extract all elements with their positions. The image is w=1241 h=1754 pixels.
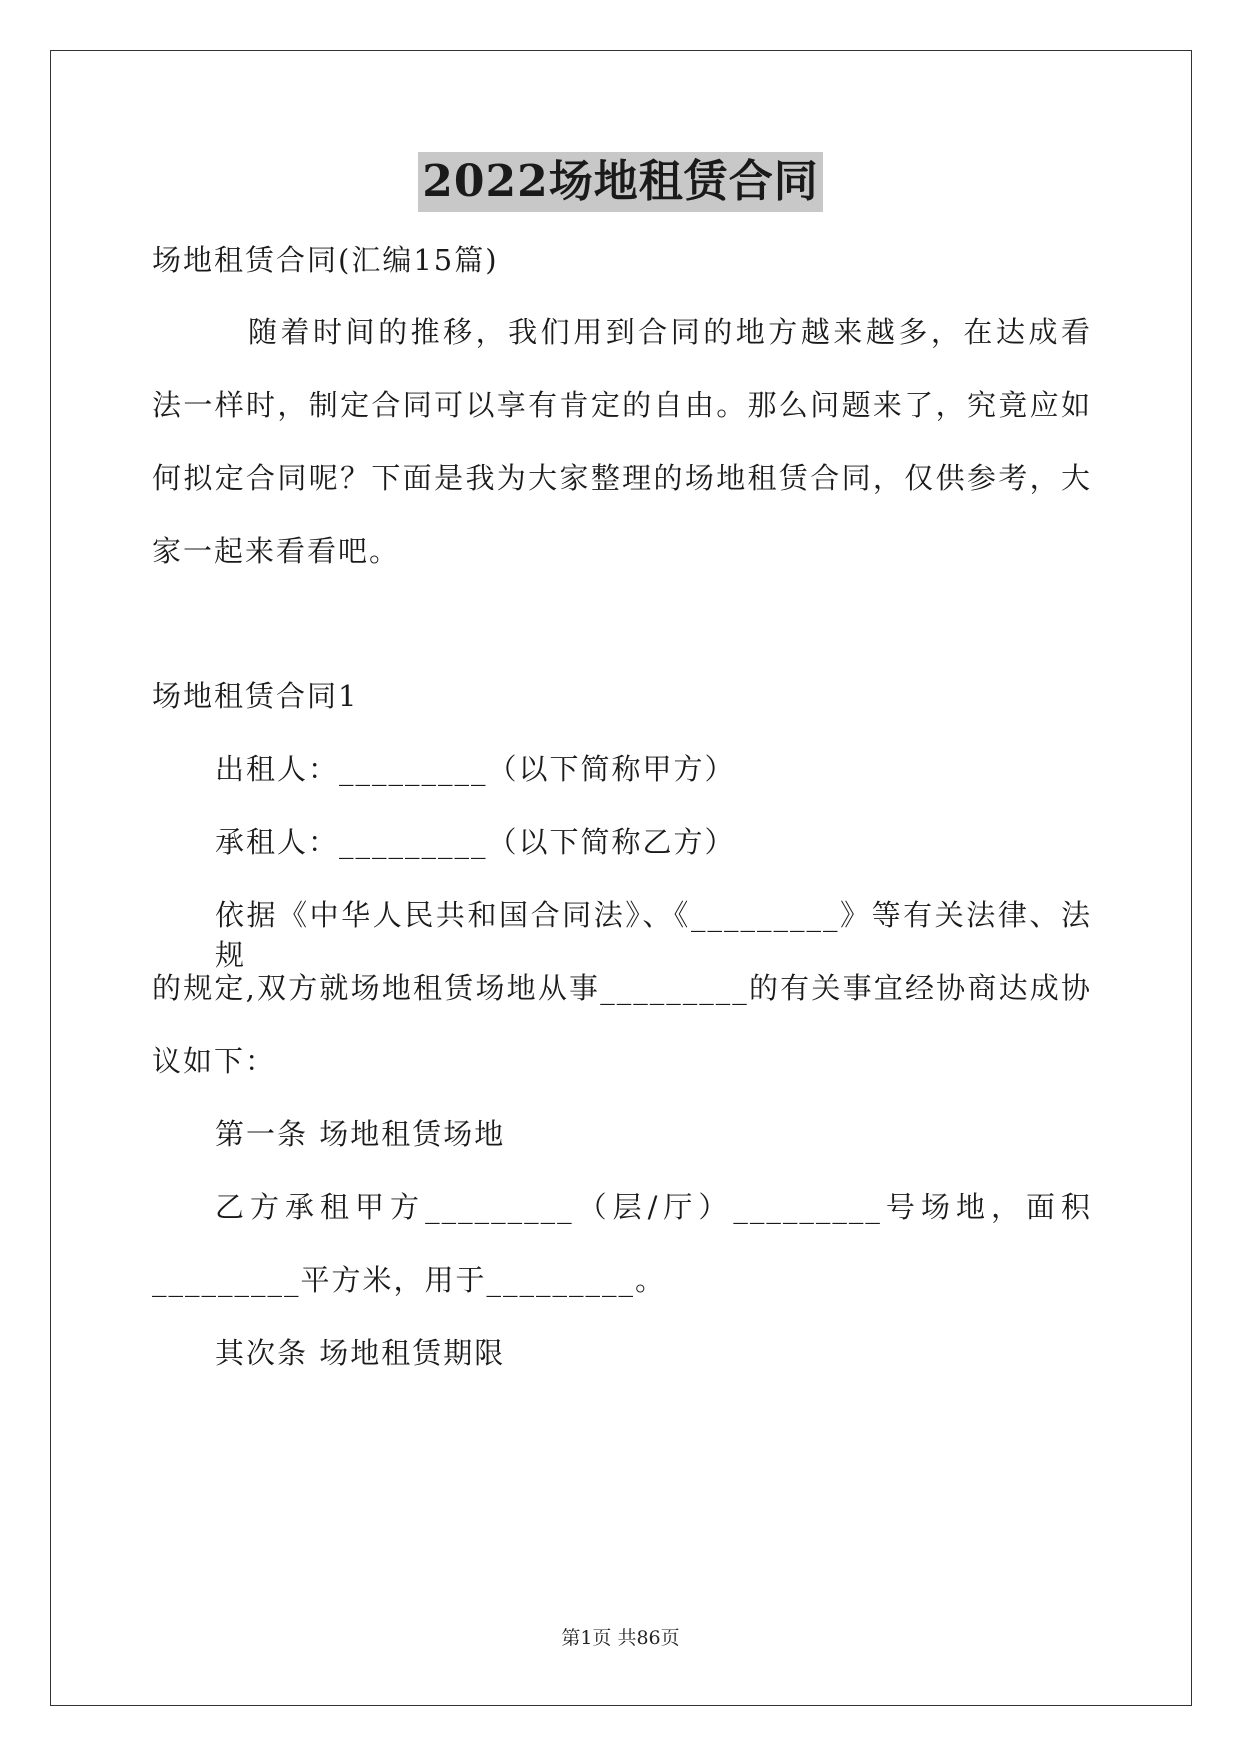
- lessor-line: 出租人：_________（以下简称甲方）: [215, 752, 736, 786]
- intro-line-1: 随着时间的推移，我们用到合同的地方越来越多，在达成看: [248, 315, 1092, 349]
- basis-line-1: 依据《中华人民共和国合同法》、《_________》等有关法律、法规: [215, 898, 1092, 972]
- intro-line-3: 何拟定合同呢？下面是我为大家整理的场地租赁合同，仅供参考，大: [152, 461, 1092, 495]
- article-1-line-1: 乙方承租甲方_________（层/厅）_________号场地，面积: [215, 1190, 1092, 1224]
- article-2-heading: 其次条 场地租赁期限: [215, 1336, 506, 1370]
- article-1-heading: 第一条 场地租赁场地: [215, 1117, 506, 1151]
- basis-line-3: 议如下：: [152, 1044, 277, 1078]
- title-wrap: [0, 152, 1241, 212]
- page-footer: 第1页 共86页: [561, 1627, 680, 1649]
- article-1-line-2: _________平方米，用于_________。: [152, 1263, 667, 1297]
- intro-line-4: 家一起来看看吧。: [152, 534, 401, 568]
- page-border: [50, 50, 1192, 1706]
- basis-line-2: 的规定,双方就场地租赁场地从事_________的有关事宜经协商达成协: [152, 971, 1092, 1005]
- subtitle-line: 场地租赁合同(汇编15篇): [152, 243, 499, 277]
- lessee-line: 承租人：_________（以下简称乙方）: [215, 825, 736, 859]
- document-title: 2022场地租赁合同: [418, 152, 822, 212]
- section-heading: 场地租赁合同1: [152, 679, 359, 713]
- intro-line-2: 法一样时，制定合同可以享有肯定的自由。那么问题来了，究竟应如: [152, 388, 1092, 422]
